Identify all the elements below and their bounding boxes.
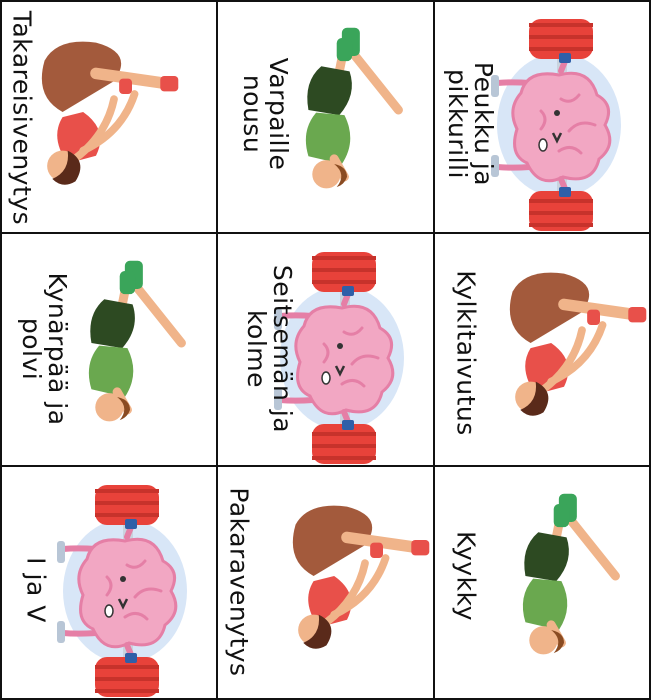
grid-line: [0, 465, 651, 467]
card-varpaille-nousu: [217, 0, 434, 232]
card-label-line1: Kylkitaivutus: [451, 270, 481, 436]
card-label: [451, 270, 481, 436]
card-kylkitaivutus: [434, 233, 651, 465]
card-label-line1: Pakaravenytys: [224, 487, 254, 677]
card-label-line1: Takareisivenytys: [7, 10, 37, 226]
card-label: [243, 265, 295, 433]
card-label-line1: I ja V: [21, 557, 51, 623]
card-label: [224, 487, 254, 677]
card-label: [239, 58, 291, 171]
card-pakaravenytys: [217, 466, 434, 698]
grid-line: [0, 0, 651, 2]
card-label-line1: Kyykky: [451, 530, 481, 622]
card-takareisivenytys: [0, 0, 217, 232]
card-label-line2: nousu: [238, 74, 267, 154]
card-peukku-ja-pikkurilli: [434, 0, 651, 232]
card-label: [444, 62, 496, 186]
card-label-line2: pikkurilli: [443, 69, 472, 179]
card-seitseman-ja-kolme: [217, 233, 434, 465]
card-label-line2: kolme: [242, 309, 271, 389]
card-kynarpaa-ja-polvi: [0, 233, 217, 465]
card-label-line1: Seitsemän ja: [268, 264, 297, 434]
card-label-line2: polvi: [17, 317, 46, 381]
card-label-line1: Varpaille: [264, 57, 293, 171]
grid-line: [433, 0, 435, 700]
card-label: [18, 272, 70, 425]
card-kyykky: [434, 466, 651, 698]
grid-line: [216, 0, 218, 700]
card-label: [21, 557, 51, 623]
grid-line: [0, 0, 2, 700]
grid-line: [0, 232, 651, 234]
card-label: [7, 10, 37, 226]
card-i-ja-v: [0, 466, 217, 698]
card-label: [451, 530, 481, 622]
card-label-line1: Peukku ja: [469, 61, 498, 187]
card-label-line1: Kynärpää ja: [43, 272, 72, 426]
